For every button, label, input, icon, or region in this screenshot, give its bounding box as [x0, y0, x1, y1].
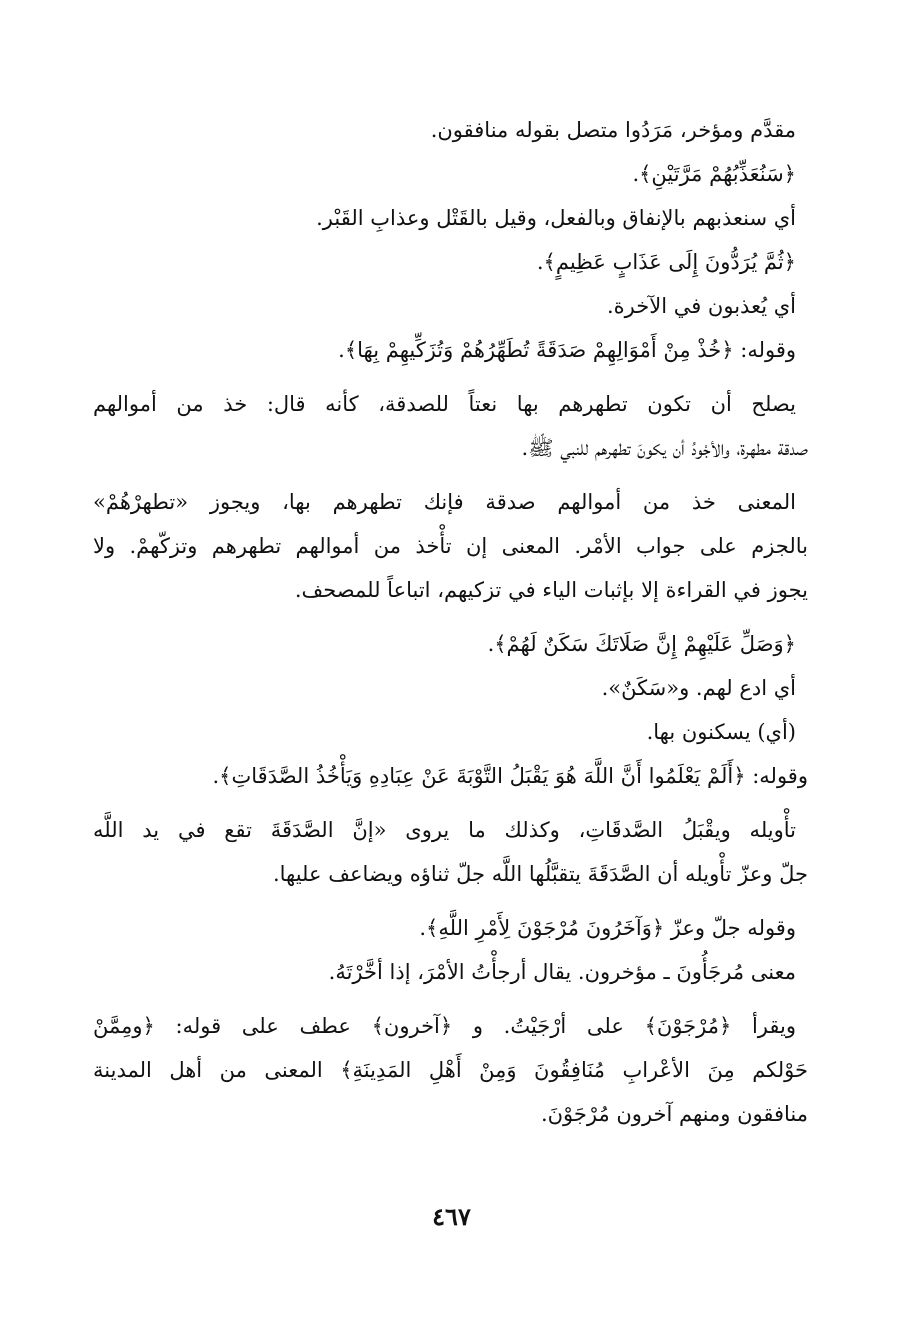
text-line: وقوله جلّ وعزّ ﴿وَآخَرُونَ مُرْجَوْنَ لِأَمْرِ اللَّهِ﴾. — [419, 916, 796, 940]
paragraph-line: ويقرأ ﴿مُرْجَوْنَ﴾ على أرْجَيْتُ. و ﴿آخرون﴾ عطف على قوله: ﴿ومِمَّنْ — [93, 1014, 796, 1038]
paragraph-line: يصلح أن تكون تطهرهم بها نعتاً للصدقة، كأنه قال: خذ من أموالهم — [93, 392, 796, 416]
page-body — [93, 108, 808, 1136]
quran-verse: ﴿ثُمَّ يُرَدُّونَ إِلَى عَذَابٍ عَظِيمٍ﴾. — [536, 250, 796, 274]
paragraph-line: المعنى خذ من أموالهم صدقة فإنك تطهرهم بها، ويجوز «تطهرْهُمْ» — [93, 490, 796, 514]
quran-verse: ﴿سَنُعَذِّبُهُمْ مَرَّتَيْنِ﴾. — [632, 162, 796, 186]
text-line: وقوله: ﴿أَلَمْ يَعْلَمُوا أَنَّ اللَّهَ هُوَ يَقْبَلُ التَّوْبَةَ عَنْ عِبَادِهِ وَيَأْخُذُ الصَّدَقَاتِ﴾. — [212, 764, 808, 788]
quran-verse: ﴿وَصَلِّ عَلَيْهِمْ إِنَّ صَلَاتَكَ سَكَنٌ لَهُمْ﴾. — [487, 632, 796, 656]
text-line: (أي) يسكنون بها. — [646, 720, 796, 744]
text-line: مقدَّم ومؤخر، مَرَدُوا متصل بقوله منافقون. — [430, 118, 796, 142]
paragraph-line: يجوز في القراءة إلا بإثبات الياء في تزكيهم، اتباعاً للمصحف. — [294, 578, 808, 602]
paragraph-line: منافقون ومنهم آخرون مُرْجَوْنَ. — [540, 1102, 808, 1126]
text-line: أي يُعذبون في الآخرة. — [606, 294, 796, 318]
paragraph-line: تأْويله ويقْبَلُ الصَّدقَاتِ، وكذلك ما يروى «إنَّ الصَّدَقَةَ تقع في يد اللَّه — [93, 818, 796, 842]
text-line: وقوله: ﴿خُذْ مِنْ أَمْوَالِهِمْ صَدَقَةً تُطَهِّرُهُمْ وَتُزَكِّيهِمْ بِهَا﴾. — [338, 338, 796, 362]
paragraph-line: بالجزم على جواب الأمْر. المعنى إن تأْخذ من أموالهم تطهرهم وتزكّهمْ. ولا — [93, 534, 808, 558]
text-line: أي سنعذبهم بالإنفاق وبالفعل، وقيل بالقَتْل وعذابِ القَبْر. — [316, 206, 796, 230]
paragraph-line: جلّ وعزّ تأْويله أن الصَّدَقَةَ يتقبَّلُها اللَّه جلّ ثناؤه ويضاعف عليها. — [272, 862, 808, 886]
paragraph-line: حَوْلكم مِنَ الأعْرابِ مُنَافِقُونَ وَمِنْ أَهْلِ المَدِينَةِ﴾ المعنى من أهل المدينة — [93, 1058, 808, 1082]
text-line: أي ادع لهم. و«سَكَنٌ». — [601, 676, 796, 700]
page-number: ٤٦٧ — [432, 1202, 471, 1231]
text-line: معنى مُرجَأُونَ ـ مؤخرون. يقال أرجأْتُ الأمْرَ، إذا أخَّرْتَهُ. — [328, 960, 796, 984]
paragraph-line: صدقة مطهرة، والأجْودُ أن يكونَ تطهرهم للنبي ﷺ. — [521, 436, 808, 460]
